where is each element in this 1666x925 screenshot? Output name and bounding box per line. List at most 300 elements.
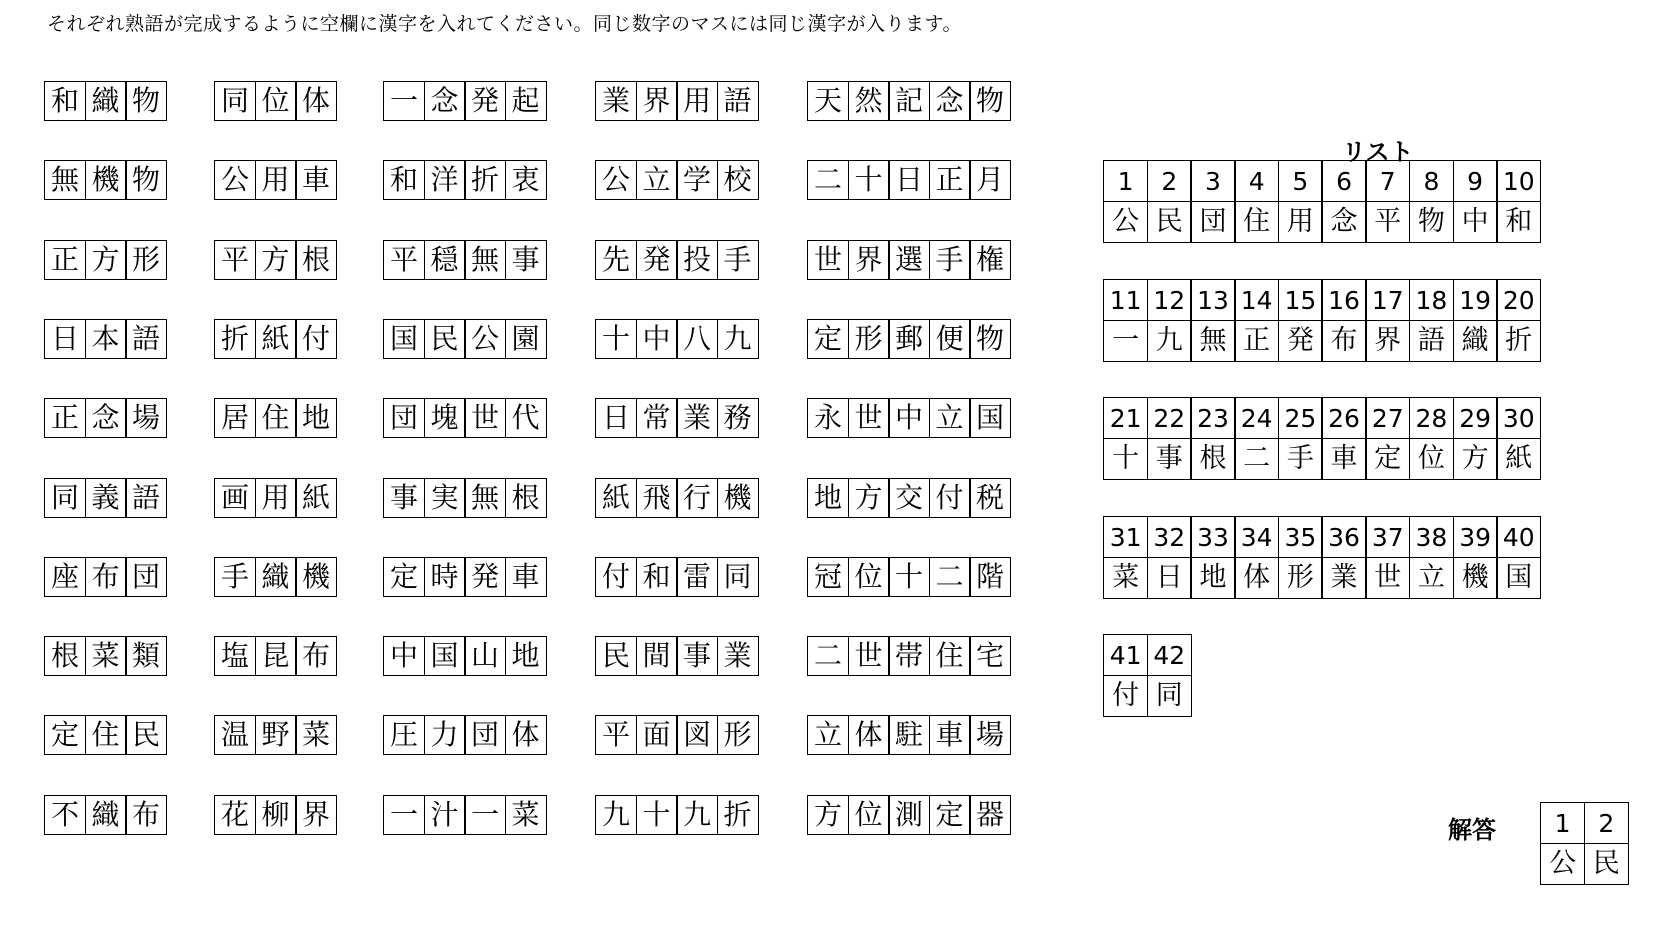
- puzzle-cell: 国: [969, 398, 1011, 438]
- list-number-cell: 29: [1453, 397, 1498, 439]
- list-number-cell: 6: [1321, 160, 1366, 202]
- puzzle-cell: 義: [85, 478, 127, 518]
- list-number-cell: 19: [1453, 279, 1498, 321]
- puzzle-cell: 飛: [636, 478, 678, 518]
- puzzle-word: [44, 81, 167, 121]
- puzzle-word: [214, 160, 337, 200]
- puzzle-cell: 業: [717, 636, 759, 676]
- puzzle-cell: 方: [807, 795, 849, 835]
- puzzle-cell: 民: [595, 636, 637, 676]
- puzzle-cell: 形: [125, 240, 167, 280]
- list-kanji-cell: 紙: [1496, 438, 1541, 480]
- list-number-cell: 34: [1234, 516, 1279, 558]
- puzzle-cell: 物: [969, 81, 1011, 121]
- puzzle-cell: 方: [255, 240, 297, 280]
- puzzle-cell: 起: [505, 81, 547, 121]
- puzzle-cell: 方: [85, 240, 127, 280]
- puzzle-word: [807, 81, 1011, 121]
- puzzle-cell: 折: [214, 319, 256, 359]
- list-kanji-cell: 正: [1234, 320, 1279, 362]
- puzzle-word: [383, 557, 547, 597]
- puzzle-word: [214, 319, 337, 359]
- puzzle-cell: 穏: [424, 240, 466, 280]
- puzzle-cell: 郵: [888, 319, 930, 359]
- puzzle-word: [214, 398, 337, 438]
- puzzle-word: [44, 636, 167, 676]
- puzzle-cell: 語: [125, 478, 167, 518]
- puzzle-cell: 世: [848, 636, 890, 676]
- puzzle-cell: 念: [929, 81, 971, 121]
- puzzle-cell: 階: [969, 557, 1011, 597]
- list-number-cell: 32: [1147, 516, 1192, 558]
- puzzle-cell: 住: [255, 398, 297, 438]
- puzzle-cell: 地: [807, 478, 849, 518]
- puzzle-cell: 車: [929, 715, 971, 755]
- puzzle-cell: 念: [424, 81, 466, 121]
- puzzle-word: [383, 478, 547, 518]
- puzzle-cell: 正: [44, 240, 86, 280]
- puzzle-cell: 日: [888, 160, 930, 200]
- list-kanji-cell: 手: [1278, 438, 1323, 480]
- puzzle-cell: 無: [464, 240, 506, 280]
- puzzle-word: [807, 240, 1011, 280]
- puzzle-cell: 場: [969, 715, 1011, 755]
- list-number-cell: 14: [1234, 279, 1279, 321]
- puzzle-word: [807, 319, 1011, 359]
- puzzle-cell: 不: [44, 795, 86, 835]
- puzzle-cell: 中: [888, 398, 930, 438]
- puzzle-cell: 昆: [255, 636, 297, 676]
- puzzle-cell: 布: [85, 557, 127, 597]
- puzzle-cell: 紙: [295, 478, 337, 518]
- list-number-cell: 20: [1496, 279, 1541, 321]
- puzzle-cell: 中: [383, 636, 425, 676]
- puzzle-cell: 平: [214, 240, 256, 280]
- puzzle-cell: 宅: [969, 636, 1011, 676]
- puzzle-cell: 居: [214, 398, 256, 438]
- list-kanji-cell: 住: [1234, 201, 1279, 243]
- puzzle-cell: 座: [44, 557, 86, 597]
- puzzle-cell: 類: [125, 636, 167, 676]
- list-kanji-cell: 布: [1321, 320, 1366, 362]
- list-number-cell: 16: [1321, 279, 1366, 321]
- puzzle-cell: 校: [717, 160, 759, 200]
- puzzle-cell: 一: [383, 81, 425, 121]
- list-number-cell: 35: [1278, 516, 1323, 558]
- puzzle-cell: 根: [295, 240, 337, 280]
- puzzle-cell: 物: [125, 160, 167, 200]
- puzzle-cell: 界: [848, 240, 890, 280]
- puzzle-cell: 洋: [424, 160, 466, 200]
- puzzle-word: [383, 636, 547, 676]
- puzzle-cell: 公: [595, 160, 637, 200]
- puzzle-cell: 紙: [595, 478, 637, 518]
- puzzle-word: [44, 795, 167, 835]
- puzzle-cell: 方: [848, 478, 890, 518]
- puzzle-cell: 野: [255, 715, 297, 755]
- puzzle-cell: 十: [848, 160, 890, 200]
- puzzle-word: [595, 398, 759, 438]
- list-kanji-cell: 民: [1147, 201, 1192, 243]
- puzzle-cell: 念: [85, 398, 127, 438]
- list-kanji-cell: 事: [1147, 438, 1192, 480]
- puzzle-cell: 十: [595, 319, 637, 359]
- puzzle-cell: 物: [969, 319, 1011, 359]
- puzzle-cell: 山: [464, 636, 506, 676]
- puzzle-cell: 場: [125, 398, 167, 438]
- puzzle-cell: 機: [295, 557, 337, 597]
- list-kanji-cell: 車: [1321, 438, 1366, 480]
- puzzle-cell: 器: [969, 795, 1011, 835]
- puzzle-cell: 無: [44, 160, 86, 200]
- puzzle-word: [595, 636, 759, 676]
- puzzle-cell: 記: [888, 81, 930, 121]
- puzzle-cell: 公: [214, 160, 256, 200]
- list-kanji-cell: 定: [1365, 438, 1410, 480]
- puzzle-cell: 常: [636, 398, 678, 438]
- puzzle-cell: 二: [807, 160, 849, 200]
- puzzle-word: [214, 240, 337, 280]
- puzzle-word: [595, 715, 759, 755]
- puzzle-word: [214, 81, 337, 121]
- puzzle-cell: 同: [717, 557, 759, 597]
- puzzle-cell: 本: [85, 319, 127, 359]
- list-number-cell: 17: [1365, 279, 1410, 321]
- puzzle-cell: 付: [295, 319, 337, 359]
- puzzle-cell: 選: [888, 240, 930, 280]
- list-number-cell: 24: [1234, 397, 1279, 439]
- puzzle-word: [807, 478, 1011, 518]
- puzzle-cell: 九: [717, 319, 759, 359]
- list-number-cell: 23: [1190, 397, 1235, 439]
- list-kanji-cell: 日: [1147, 557, 1192, 599]
- puzzle-cell: 織: [85, 795, 127, 835]
- puzzle-cell: 汁: [424, 795, 466, 835]
- puzzle-word: [44, 160, 167, 200]
- puzzle-cell: 布: [295, 636, 337, 676]
- puzzle-word: [807, 160, 1011, 200]
- puzzle-cell: 交: [888, 478, 930, 518]
- puzzle-cell: 団: [125, 557, 167, 597]
- puzzle-cell: 画: [214, 478, 256, 518]
- list-kanji-cell: 機: [1453, 557, 1498, 599]
- puzzle-cell: 菜: [505, 795, 547, 835]
- puzzle-cell: 花: [214, 795, 256, 835]
- puzzle-cell: 折: [717, 795, 759, 835]
- list-number-cell: 11: [1103, 279, 1148, 321]
- list-kanji-cell: 体: [1234, 557, 1279, 599]
- answer-box: [1540, 802, 1629, 885]
- puzzle-cell: 折: [464, 160, 506, 200]
- list-number-cell: 15: [1278, 279, 1323, 321]
- list-kanji-cell: 界: [1365, 320, 1410, 362]
- puzzle-cell: 国: [424, 636, 466, 676]
- puzzle-cell: 権: [969, 240, 1011, 280]
- puzzle-cell: 紙: [255, 319, 297, 359]
- puzzle-cell: 根: [505, 478, 547, 518]
- list-number-cell: 40: [1496, 516, 1541, 558]
- puzzle-cell: 投: [676, 240, 718, 280]
- list-kanji-cell: 織: [1453, 320, 1498, 362]
- puzzle-cell: 根: [44, 636, 86, 676]
- puzzle-word: [383, 240, 547, 280]
- puzzle-cell: 衷: [505, 160, 547, 200]
- puzzle-cell: 和: [636, 557, 678, 597]
- puzzle-cell: 定: [383, 557, 425, 597]
- list-block: [1103, 279, 1541, 362]
- puzzle-cell: 同: [44, 478, 86, 518]
- puzzle-word: [44, 398, 167, 438]
- list-number-cell: 37: [1365, 516, 1410, 558]
- puzzle-cell: 形: [717, 715, 759, 755]
- puzzle-word: [383, 715, 547, 755]
- list-number-cell: 36: [1321, 516, 1366, 558]
- puzzle-cell: 時: [424, 557, 466, 597]
- list-title: リスト: [1342, 137, 1414, 166]
- list-number-cell: 41: [1103, 634, 1148, 676]
- puzzle-cell: 永: [807, 398, 849, 438]
- puzzle-cell: 団: [464, 715, 506, 755]
- puzzle-cell: 形: [848, 319, 890, 359]
- puzzle-word: [214, 795, 337, 835]
- puzzle-cell: 無: [464, 478, 506, 518]
- puzzle-cell: 正: [44, 398, 86, 438]
- puzzle-cell: 用: [255, 160, 297, 200]
- puzzle-cell: 雷: [676, 557, 718, 597]
- puzzle-cell: 車: [295, 160, 337, 200]
- list-kanji-cell: 九: [1147, 320, 1192, 362]
- puzzle-cell: 八: [676, 319, 718, 359]
- list-number-cell: 39: [1453, 516, 1498, 558]
- list-number-cell: 28: [1409, 397, 1454, 439]
- list-number-cell: 10: [1496, 160, 1541, 202]
- puzzle-cell: 二: [807, 636, 849, 676]
- answer-kanji-cell: 公: [1540, 843, 1585, 885]
- puzzle-word: [807, 636, 1011, 676]
- puzzle-cell: 力: [424, 715, 466, 755]
- puzzle-cell: 国: [383, 319, 425, 359]
- list-kanji-cell: 団: [1190, 201, 1235, 243]
- answer-number-cell: 2: [1584, 802, 1629, 844]
- puzzle-cell: 世: [848, 398, 890, 438]
- puzzle-cell: 布: [125, 795, 167, 835]
- puzzle-cell: 面: [636, 715, 678, 755]
- list-number-cell: 12: [1147, 279, 1192, 321]
- puzzle-cell: 便: [929, 319, 971, 359]
- list-number-cell: 3: [1190, 160, 1235, 202]
- puzzle-cell: 手: [929, 240, 971, 280]
- puzzle-cell: 公: [464, 319, 506, 359]
- puzzle-word: [807, 557, 1011, 597]
- list-kanji-cell: 平: [1365, 201, 1410, 243]
- list-kanji-cell: 物: [1409, 201, 1454, 243]
- puzzle-cell: 事: [676, 636, 718, 676]
- puzzle-cell: 手: [717, 240, 759, 280]
- puzzle-cell: 位: [848, 795, 890, 835]
- puzzle-cell: 業: [676, 398, 718, 438]
- list-kanji-cell: 公: [1103, 201, 1148, 243]
- puzzle-cell: 界: [295, 795, 337, 835]
- puzzle-word: [214, 715, 337, 755]
- puzzle-cell: 位: [255, 81, 297, 121]
- answer-number-cell: 1: [1540, 802, 1585, 844]
- puzzle-word: [44, 240, 167, 280]
- list-number-cell: 13: [1190, 279, 1235, 321]
- puzzle-cell: 世: [464, 398, 506, 438]
- puzzle-cell: 住: [85, 715, 127, 755]
- puzzle-cell: 実: [424, 478, 466, 518]
- list-kanji-cell: 方: [1453, 438, 1498, 480]
- list-number-cell: 5: [1278, 160, 1323, 202]
- puzzle-cell: 世: [807, 240, 849, 280]
- list-kanji-cell: 語: [1409, 320, 1454, 362]
- puzzle-cell: 事: [383, 478, 425, 518]
- list-kanji-cell: 世: [1365, 557, 1410, 599]
- puzzle-cell: 学: [676, 160, 718, 200]
- puzzle-word: [595, 81, 759, 121]
- list-block: [1103, 160, 1541, 243]
- puzzle-cell: 平: [595, 715, 637, 755]
- list-number-cell: 33: [1190, 516, 1235, 558]
- puzzle-cell: 月: [969, 160, 1011, 200]
- puzzle-cell: 手: [214, 557, 256, 597]
- puzzle-cell: 間: [636, 636, 678, 676]
- puzzle-cell: 団: [383, 398, 425, 438]
- puzzle-word: [807, 795, 1011, 835]
- list-kanji-cell: 折: [1496, 320, 1541, 362]
- list-number-cell: 21: [1103, 397, 1148, 439]
- list-kanji-cell: 国: [1496, 557, 1541, 599]
- puzzle-cell: 日: [44, 319, 86, 359]
- puzzle-cell: 地: [295, 398, 337, 438]
- list-number-cell: 22: [1147, 397, 1192, 439]
- puzzle-cell: 天: [807, 81, 849, 121]
- puzzle-cell: 塩: [214, 636, 256, 676]
- list-number-cell: 2: [1147, 160, 1192, 202]
- puzzle-cell: 温: [214, 715, 256, 755]
- puzzle-cell: 二: [929, 557, 971, 597]
- puzzle-cell: 一: [383, 795, 425, 835]
- puzzle-cell: 柳: [255, 795, 297, 835]
- puzzle-cell: 一: [464, 795, 506, 835]
- puzzle-cell: 和: [383, 160, 425, 200]
- puzzle-cell: 体: [295, 81, 337, 121]
- list-kanji-cell: 一: [1103, 320, 1148, 362]
- puzzle-word: [595, 240, 759, 280]
- list-number-cell: 30: [1496, 397, 1541, 439]
- puzzle-cell: 車: [505, 557, 547, 597]
- list-kanji-cell: 無: [1190, 320, 1235, 362]
- puzzle-word: [44, 715, 167, 755]
- puzzle-cell: 立: [929, 398, 971, 438]
- list-number-cell: 9: [1453, 160, 1498, 202]
- list-kanji-cell: 形: [1278, 557, 1323, 599]
- puzzle-cell: 立: [807, 715, 849, 755]
- puzzle-cell: 正: [929, 160, 971, 200]
- puzzle-cell: 冠: [807, 557, 849, 597]
- puzzle-cell: 務: [717, 398, 759, 438]
- puzzle-word: [383, 81, 547, 121]
- puzzle-cell: 先: [595, 240, 637, 280]
- puzzle-cell: 菜: [85, 636, 127, 676]
- puzzle-cell: 菜: [295, 715, 337, 755]
- list-number-cell: 38: [1409, 516, 1454, 558]
- puzzle-cell: 事: [505, 240, 547, 280]
- list-block: [1103, 634, 1192, 717]
- puzzle-cell: 住: [929, 636, 971, 676]
- puzzle-cell: 同: [214, 81, 256, 121]
- list-number-cell: 31: [1103, 516, 1148, 558]
- puzzle-cell: 語: [125, 319, 167, 359]
- list-kanji-cell: 十: [1103, 438, 1148, 480]
- puzzle-word: [383, 795, 547, 835]
- puzzle-word: [383, 160, 547, 200]
- puzzle-cell: 平: [383, 240, 425, 280]
- puzzle-word: [807, 398, 1011, 438]
- puzzle-cell: 織: [85, 81, 127, 121]
- puzzle-cell: 界: [636, 81, 678, 121]
- puzzle-cell: 定: [44, 715, 86, 755]
- list-kanji-cell: 用: [1278, 201, 1323, 243]
- puzzle-word: [383, 319, 547, 359]
- puzzle-cell: 付: [929, 478, 971, 518]
- instruction-text: それぞれ熟語が完成するように空欄に漢字を入れてください。同じ数字のマスには同じ漢字が入ります。: [47, 13, 962, 35]
- puzzle-word: [595, 319, 759, 359]
- puzzle-word: [595, 557, 759, 597]
- puzzle-cell: 帯: [888, 636, 930, 676]
- puzzle-cell: 九: [595, 795, 637, 835]
- list-kanji-cell: 菜: [1103, 557, 1148, 599]
- puzzle-cell: 塊: [424, 398, 466, 438]
- puzzle-cell: 行: [676, 478, 718, 518]
- puzzle-cell: 機: [85, 160, 127, 200]
- puzzle-cell: 体: [505, 715, 547, 755]
- puzzle-cell: 圧: [383, 715, 425, 755]
- puzzle-word: [44, 319, 167, 359]
- puzzle-cell: 九: [676, 795, 718, 835]
- list-number-cell: 42: [1147, 634, 1192, 676]
- list-number-cell: 25: [1278, 397, 1323, 439]
- list-kanji-cell: 同: [1147, 675, 1192, 717]
- puzzle-cell: 然: [848, 81, 890, 121]
- puzzle-cell: 園: [505, 319, 547, 359]
- list-number-cell: 8: [1409, 160, 1454, 202]
- puzzle-cell: 用: [676, 81, 718, 121]
- list-block: [1103, 397, 1541, 480]
- puzzle-word: [383, 398, 547, 438]
- puzzle-cell: 物: [125, 81, 167, 121]
- puzzle-cell: 織: [255, 557, 297, 597]
- puzzle-word: [44, 557, 167, 597]
- puzzle-cell: 用: [255, 478, 297, 518]
- puzzle-cell: 語: [717, 81, 759, 121]
- puzzle-word: [807, 715, 1011, 755]
- puzzle-cell: 定: [807, 319, 849, 359]
- list-number-cell: 7: [1365, 160, 1410, 202]
- puzzle-cell: 地: [505, 636, 547, 676]
- list-number-cell: 27: [1365, 397, 1410, 439]
- list-kanji-cell: 二: [1234, 438, 1279, 480]
- list-kanji-cell: 位: [1409, 438, 1454, 480]
- puzzle-cell: 和: [44, 81, 86, 121]
- puzzle-cell: 民: [424, 319, 466, 359]
- puzzle-word: [214, 636, 337, 676]
- puzzle-cell: 十: [888, 557, 930, 597]
- answer-kanji-cell: 民: [1584, 843, 1629, 885]
- list-kanji-cell: 業: [1321, 557, 1366, 599]
- puzzle-cell: 日: [595, 398, 637, 438]
- puzzle-cell: 測: [888, 795, 930, 835]
